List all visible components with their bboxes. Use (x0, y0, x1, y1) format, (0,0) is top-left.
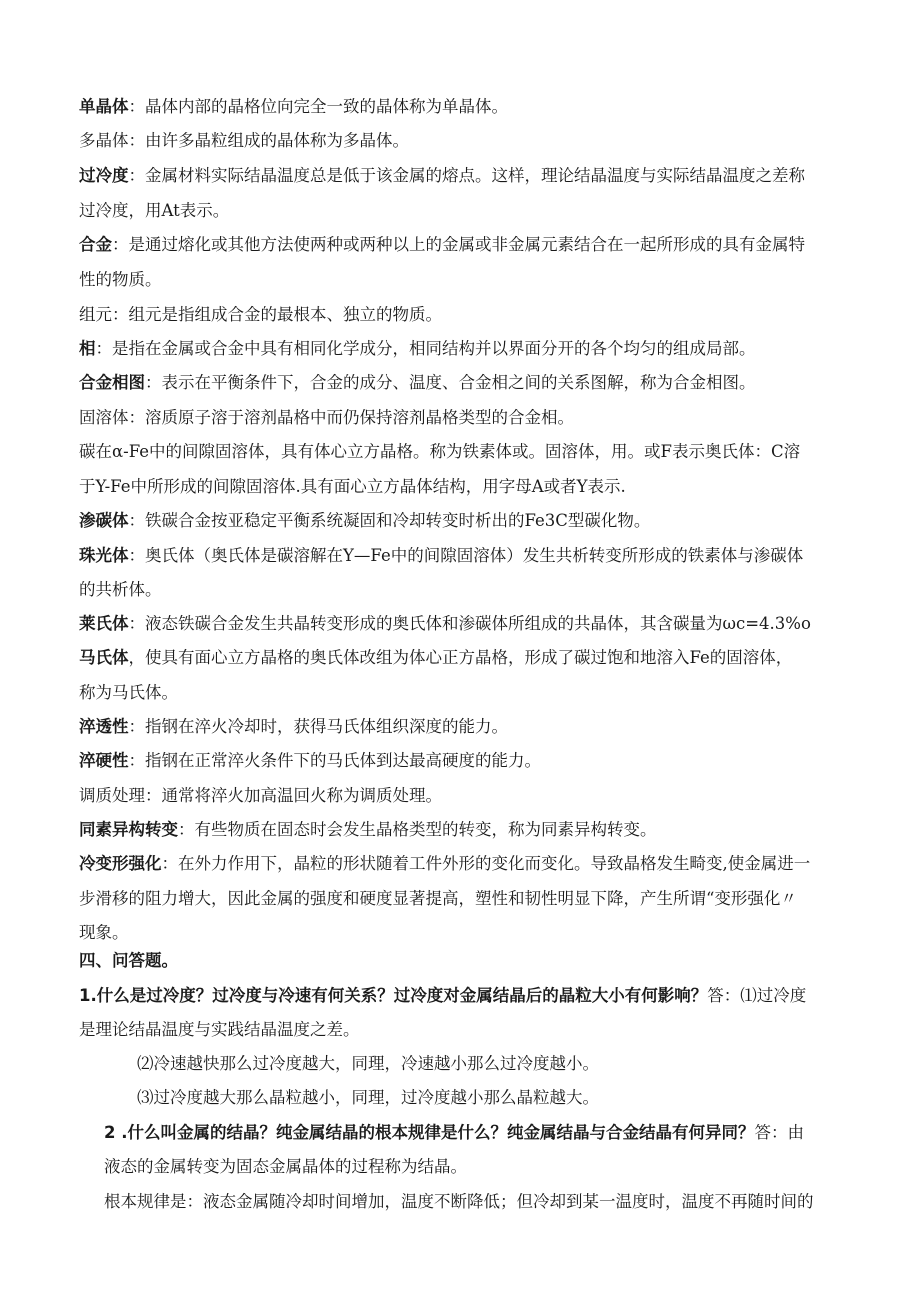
q2-answer-cont: 液态的金属转变为固态金属晶体的过程称为结晶。 (104, 1157, 467, 1176)
definition-separator: ： (128, 166, 145, 185)
definition-text: 使具有面心立方晶格的奥氏体改组为体心正方晶格，形成了碳过饱和地溶入Fe的固溶体， (145, 648, 793, 667)
definition-text: 性的物质。 (79, 270, 162, 289)
definition-text: 是指在金属或合金中具有相同化学成分，相同结构并以界面分开的各个均匀的组成局部。 (112, 339, 756, 358)
definition-separator: ： (128, 511, 145, 530)
q1-question: 1.什么是过冷度？过冷度与冷速有何关系？过冷度对金属结晶后的晶粒大小有何影响？ (79, 986, 708, 1005)
definition-text: 指钢在正常淬火条件下的马氏体到达最高硬度的能力。 (145, 751, 541, 770)
definition-term: 合金 (79, 235, 112, 254)
definition-separator: ： (145, 373, 162, 392)
definition-line (79, 270, 839, 290)
definition-line (79, 546, 839, 566)
definition-line (79, 683, 839, 703)
definition-text: 有些物质在固态时会发生晶格类型的转变，称为同素异构转变。 (194, 820, 657, 839)
definition-line (79, 854, 839, 874)
definition-term: 合金相图 (79, 373, 145, 392)
definition-term: 单晶体 (79, 97, 129, 116)
definition-line (79, 408, 839, 428)
definition-line (79, 820, 839, 840)
definition-separator: ： (128, 614, 145, 633)
q2-question: 2 .什么叫金属的结晶？纯金属结晶的根本规律是什么？纯金属结晶与合金结晶有何异同？ (104, 1123, 755, 1142)
definition-term: 同素异构转变 (79, 820, 178, 839)
definition-separator: ： (112, 305, 129, 324)
definition-line (79, 97, 839, 117)
definition-term: 固溶体 (79, 408, 129, 427)
definition-separator: ， (128, 648, 145, 667)
definition-line (79, 786, 839, 806)
definition-text: 组元是指组成合金的最根本、独立的物质。 (128, 305, 442, 324)
section-title: 四、问答题。 (79, 951, 178, 970)
definition-text: 奥氏体（奥氏体是碳溶解在Y—Fe中的间隙固溶体）发生共析转变所形成的铁素体与渗碳体 (145, 546, 804, 565)
q1-answer-cont: 是理论结晶温度与实践结晶温度之差。 (79, 1020, 360, 1039)
definition-line (79, 648, 839, 668)
definition-separator: ： (128, 717, 145, 736)
definition-text: 溶质原子溶于溶剂晶格中而仍保持溶剂晶格类型的合金相。 (145, 408, 574, 427)
q1-line-1 (79, 986, 839, 1006)
definition-line (79, 373, 839, 393)
definition-separator: ： (161, 854, 178, 873)
definition-text: 晶体内部的晶格位向完全一致的晶体称为单晶体。 (145, 97, 508, 116)
definition-line (79, 751, 839, 771)
definition-separator: ： (112, 235, 129, 254)
definition-term: 组元 (79, 305, 112, 324)
definition-term: 淬硬性 (79, 751, 129, 770)
definition-term: 珠光体 (79, 546, 129, 565)
definition-term: 冷变形强化 (79, 854, 162, 873)
definition-separator: ： (178, 820, 195, 839)
definition-text: 金属材料实际结晶温度总是低于该金属的熔点。这样，理论结晶温度与实际结晶温度之差称 (145, 166, 805, 185)
definition-term: 渗碳体 (79, 511, 129, 530)
definition-term: 相 (79, 339, 96, 358)
definition-line (79, 580, 839, 600)
q1-item-3: ⑶过冷度越大那么晶粒越小，同理，过冷度越小那么晶粒越大。 (137, 1088, 599, 1107)
definition-text: 过冷度，用At表示。 (79, 201, 230, 220)
definition-separator: ： (128, 546, 145, 565)
definition-term: 过冷度 (79, 166, 129, 185)
definition-text: 铁碳合金按亚稳定平衡系统凝固和冷却转变时析出的Fe3C型碳化物。 (145, 511, 651, 530)
definition-text: 表示在平衡条件下，合金的成分、温度、合金相之间的关系图解，称为合金相图。 (161, 373, 756, 392)
definition-line (79, 614, 839, 634)
definition-text: 于Y-Fe中所形成的间隙固溶体.具有面心立方晶体结构，用字母A或者Y表示. (79, 477, 626, 496)
definition-text: 是通过熔化或其他方法使两种或两种以上的金属或非金属元素结合在一起所形成的具有金属特 (128, 235, 805, 254)
definition-line (79, 923, 839, 943)
q2-line-1 (104, 1123, 864, 1143)
definition-line (79, 166, 839, 186)
definition-line (79, 339, 839, 359)
definition-text: 步滑移的阻力增大，因此金属的强度和硬度显著提高，塑性和韧性明显下降，产生所谓“变形强化〃 (79, 889, 797, 908)
definition-line (79, 442, 839, 462)
definition-separator: ： (145, 786, 162, 805)
definition-separator: ： (95, 339, 112, 358)
definition-text: 通常将淬火加高温回火称为调质处理。 (161, 786, 442, 805)
q1-item-2: ⑵冷速越快那么过冷度越大，同理，冷速越小那么过冷度越小。 (137, 1054, 599, 1073)
definition-separator: ： (128, 408, 145, 427)
definition-line (79, 235, 839, 255)
definition-separator: ： (128, 97, 145, 116)
definition-term: 莱氏体 (79, 614, 129, 633)
definition-term: 马氏体 (79, 648, 129, 667)
definition-text: 在外力作用下，晶粒的形状随着工件外形的变化而变化。导致晶格发生畸变,使金属进一 (178, 854, 811, 873)
definition-separator: ： (128, 131, 145, 150)
definition-line (79, 477, 839, 497)
definition-line (79, 305, 839, 325)
definition-term: 多晶体 (79, 131, 129, 150)
definition-text: 指钢在淬火冷却时，获得马氏体组织深度的能力。 (145, 717, 508, 736)
definition-text: 液态铁碳合金发生共晶转变形成的奥氏体和渗碳体所组成的共晶体，其含碳量为ωc=4.3%o (145, 614, 811, 633)
definition-term: 淬透性 (79, 717, 129, 736)
definition-text: 碳在α-Fe中的间隙固溶体，具有体心立方晶格。称为铁素体或。固溶体，用。或F表示奥氏体：C溶 (79, 442, 801, 461)
q1-answer-start: 答：⑴过冷度 (707, 986, 807, 1005)
definition-text: 称为马氏体。 (79, 683, 178, 702)
definition-line (79, 511, 839, 531)
definition-separator: ： (128, 751, 145, 770)
q2-rule: 根本规律是：液态金属随冷却时间增加，温度不断降低；但冷却到某一温度时，温度不再随时间的 (104, 1192, 814, 1211)
definition-text: 现象。 (79, 923, 129, 942)
definition-line (79, 717, 839, 737)
definition-text: 由许多晶粒组成的晶体称为多晶体。 (145, 131, 409, 150)
definition-line (79, 131, 839, 151)
definition-line (79, 889, 839, 909)
definition-text: 的共析体。 (79, 580, 162, 599)
definition-line (79, 201, 839, 221)
definition-term: 调质处理 (79, 786, 145, 805)
q2-answer-start: 答：由 (754, 1123, 804, 1142)
